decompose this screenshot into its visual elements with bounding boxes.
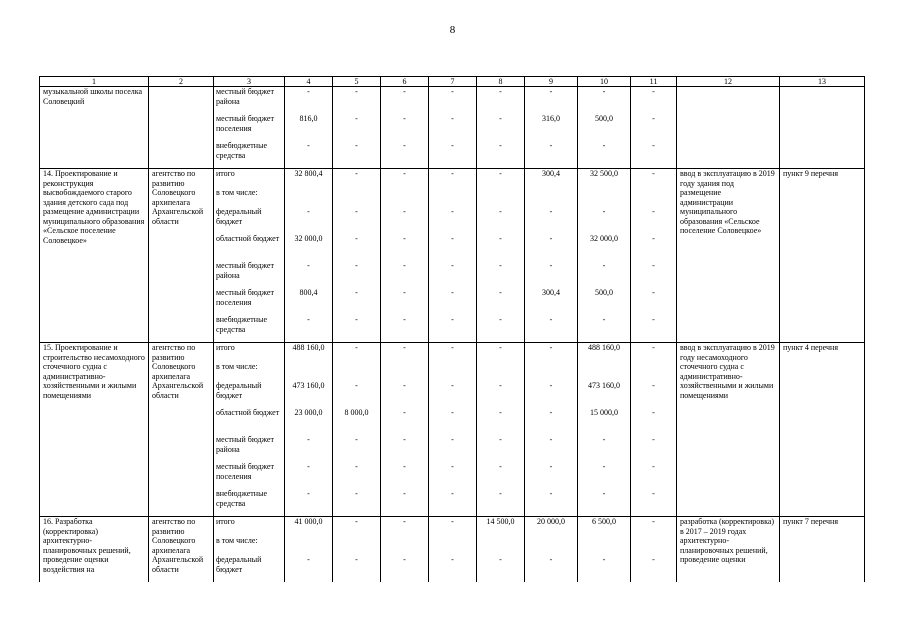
- table-row: [40, 87, 865, 115]
- column-number: 9: [525, 77, 578, 87]
- amount-cell: -: [578, 489, 631, 517]
- amount-cell: -: [631, 288, 677, 315]
- amount-cell: -: [525, 315, 578, 343]
- amount-cell: -: [525, 408, 578, 435]
- amount-cell: -: [333, 555, 381, 582]
- column-number: 8: [477, 77, 525, 87]
- list-reference: [780, 87, 865, 169]
- amount-cell: -: [477, 169, 525, 189]
- amount-cell: -: [525, 489, 578, 517]
- list-reference: пункт 9 перечня: [780, 169, 865, 343]
- amount-cell: [285, 536, 333, 555]
- amount-cell: 32 800,4: [285, 169, 333, 189]
- amount-cell: -: [631, 315, 677, 343]
- amount-cell: -: [381, 141, 429, 169]
- amount-cell: -: [381, 288, 429, 315]
- amount-cell: -: [429, 435, 477, 462]
- funding-source: федеральный бюджет: [214, 555, 285, 582]
- amount-cell: [631, 188, 677, 207]
- amount-cell: -: [631, 381, 677, 408]
- funding-source: федеральный бюджет: [214, 207, 285, 234]
- amount-cell: -: [631, 234, 677, 261]
- amount-cell: -: [631, 435, 677, 462]
- amount-cell: -: [333, 261, 381, 288]
- amount-cell: -: [525, 381, 578, 408]
- funding-source: областной бюджет: [214, 234, 285, 261]
- amount-cell: 500,0: [578, 288, 631, 315]
- amount-cell: [578, 536, 631, 555]
- funding-source: местный бюджет района: [214, 435, 285, 462]
- amount-cell: -: [285, 87, 333, 115]
- amount-cell: -: [333, 141, 381, 169]
- funding-source: в том числе:: [214, 188, 285, 207]
- amount-cell: -: [429, 87, 477, 115]
- amount-cell: [333, 536, 381, 555]
- expected-result: ввод в эксплуатацию в 2019 году несамоходного сточечного судна с административно-хозяйственными и жилыми помещениями: [677, 343, 780, 517]
- column-number: 13: [780, 77, 865, 87]
- amount-cell: -: [429, 207, 477, 234]
- amount-cell: [429, 188, 477, 207]
- amount-cell: -: [477, 207, 525, 234]
- amount-cell: -: [381, 381, 429, 408]
- budget-table: [39, 76, 865, 582]
- amount-cell: 14 500,0: [477, 517, 525, 537]
- amount-cell: [477, 188, 525, 207]
- amount-cell: -: [477, 408, 525, 435]
- amount-cell: -: [285, 462, 333, 489]
- amount-cell: -: [285, 555, 333, 582]
- object-name: 16. Разработка (корректировка) архитектурно-планировочных решений, проведение оценки воздействия на: [40, 517, 149, 583]
- amount-cell: 473 160,0: [285, 381, 333, 408]
- amount-cell: -: [525, 87, 578, 115]
- amount-cell: -: [525, 555, 578, 582]
- object-name: 14. Проектирование и реконструкция высвобождаемого старого здания детского сада под размещение администрации муниципального образования «Сельское поселение Соловецкое»: [40, 169, 149, 343]
- funding-source: внебюджетные средства: [214, 315, 285, 343]
- amount-cell: -: [631, 462, 677, 489]
- amount-cell: -: [631, 408, 677, 435]
- amount-cell: 488 160,0: [285, 343, 333, 363]
- amount-cell: -: [578, 87, 631, 115]
- amount-cell: -: [525, 343, 578, 363]
- amount-cell: -: [381, 517, 429, 537]
- responsible-agency: агентство по развитию Соловецкого архипелага Архангельской области: [149, 517, 214, 583]
- amount-cell: -: [429, 489, 477, 517]
- amount-cell: -: [429, 315, 477, 343]
- amount-cell: -: [631, 169, 677, 189]
- amount-cell: [285, 188, 333, 207]
- expected-result: разработка (корректировка) в 2017 – 2019 годах архитектурно-планировочных решений, проведение оценки: [677, 517, 780, 583]
- funding-source: областной бюджет: [214, 408, 285, 435]
- amount-cell: -: [333, 169, 381, 189]
- amount-cell: -: [631, 489, 677, 517]
- expected-result: [677, 87, 780, 169]
- amount-cell: -: [477, 435, 525, 462]
- amount-cell: [578, 362, 631, 381]
- amount-cell: -: [429, 261, 477, 288]
- list-reference: пункт 7 перечня: [780, 517, 865, 583]
- funding-source: местный бюджет района: [214, 261, 285, 288]
- amount-cell: [429, 536, 477, 555]
- column-number: 10: [578, 77, 631, 87]
- funding-source: федеральный бюджет: [214, 381, 285, 408]
- amount-cell: -: [429, 288, 477, 315]
- funding-source: внебюджетные средства: [214, 489, 285, 517]
- amount-cell: 300,4: [525, 288, 578, 315]
- header-row: [40, 77, 865, 87]
- amount-cell: -: [285, 261, 333, 288]
- amount-cell: -: [333, 315, 381, 343]
- funding-source: в том числе:: [214, 362, 285, 381]
- amount-cell: -: [285, 315, 333, 343]
- amount-cell: 20 000,0: [525, 517, 578, 537]
- amount-cell: -: [631, 207, 677, 234]
- table-row: [40, 343, 865, 363]
- page-number: 8: [449, 24, 456, 36]
- amount-cell: -: [477, 87, 525, 115]
- amount-cell: -: [631, 555, 677, 582]
- amount-cell: -: [525, 207, 578, 234]
- amount-cell: -: [381, 489, 429, 517]
- amount-cell: 316,0: [525, 114, 578, 141]
- column-number: 5: [333, 77, 381, 87]
- amount-cell: -: [381, 315, 429, 343]
- amount-cell: -: [429, 462, 477, 489]
- amount-cell: -: [381, 234, 429, 261]
- amount-cell: -: [381, 169, 429, 189]
- amount-cell: -: [578, 435, 631, 462]
- amount-cell: [429, 362, 477, 381]
- amount-cell: -: [381, 87, 429, 115]
- amount-cell: [525, 536, 578, 555]
- amount-cell: 500,0: [578, 114, 631, 141]
- amount-cell: [285, 362, 333, 381]
- responsible-agency: агентство по развитию Соловецкого архипелага Архангельской области: [149, 169, 214, 343]
- amount-cell: -: [429, 141, 477, 169]
- amount-cell: -: [333, 462, 381, 489]
- amount-cell: 32 000,0: [285, 234, 333, 261]
- amount-cell: -: [333, 234, 381, 261]
- amount-cell: [477, 536, 525, 555]
- amount-cell: -: [285, 489, 333, 517]
- amount-cell: -: [381, 114, 429, 141]
- amount-cell: -: [631, 114, 677, 141]
- column-number: 2: [149, 77, 214, 87]
- column-number: 1: [40, 77, 149, 87]
- funding-source: итого: [214, 169, 285, 189]
- object-name: 15. Проектирование и строительство несамоходного сточечного судна с административно-хозяйственными и жилыми помещениями: [40, 343, 149, 517]
- funding-source: итого: [214, 343, 285, 363]
- amount-cell: 6 500,0: [578, 517, 631, 537]
- table-row: [40, 169, 865, 189]
- table-row: [40, 517, 865, 537]
- amount-cell: -: [477, 489, 525, 517]
- amount-cell: -: [631, 261, 677, 288]
- amount-cell: -: [525, 462, 578, 489]
- amount-cell: -: [578, 141, 631, 169]
- amount-cell: -: [631, 87, 677, 115]
- amount-cell: -: [578, 315, 631, 343]
- amount-cell: [631, 536, 677, 555]
- amount-cell: -: [477, 288, 525, 315]
- amount-cell: [381, 188, 429, 207]
- amount-cell: -: [333, 343, 381, 363]
- amount-cell: 8 000,0: [333, 408, 381, 435]
- amount-cell: -: [525, 234, 578, 261]
- amount-cell: -: [477, 114, 525, 141]
- amount-cell: [631, 362, 677, 381]
- column-number: 3: [214, 77, 285, 87]
- funding-source: в том числе:: [214, 536, 285, 555]
- amount-cell: -: [477, 315, 525, 343]
- amount-cell: -: [429, 381, 477, 408]
- amount-cell: -: [333, 489, 381, 517]
- amount-cell: -: [429, 555, 477, 582]
- amount-cell: 488 160,0: [578, 343, 631, 363]
- amount-cell: -: [525, 141, 578, 169]
- amount-cell: 15 000,0: [578, 408, 631, 435]
- amount-cell: -: [285, 435, 333, 462]
- amount-cell: -: [578, 207, 631, 234]
- amount-cell: -: [285, 207, 333, 234]
- amount-cell: -: [381, 343, 429, 363]
- amount-cell: -: [381, 207, 429, 234]
- amount-cell: -: [631, 517, 677, 537]
- amount-cell: 800,4: [285, 288, 333, 315]
- object-name: музыкальной школы поселка Соловецкий: [40, 87, 149, 169]
- funding-source: внебюджетные средства: [214, 141, 285, 169]
- amount-cell: -: [333, 87, 381, 115]
- amount-cell: 300,4: [525, 169, 578, 189]
- responsible-agency: агентство по развитию Соловецкого архипелага Архангельской области: [149, 343, 214, 517]
- amount-cell: [381, 362, 429, 381]
- column-number: 4: [285, 77, 333, 87]
- amount-cell: -: [525, 261, 578, 288]
- amount-cell: -: [578, 261, 631, 288]
- amount-cell: -: [578, 555, 631, 582]
- amount-cell: -: [631, 141, 677, 169]
- amount-cell: 32 500,0: [578, 169, 631, 189]
- amount-cell: -: [429, 517, 477, 537]
- list-reference: пункт 4 перечня: [780, 343, 865, 517]
- funding-source: местный бюджет района: [214, 87, 285, 115]
- amount-cell: -: [333, 517, 381, 537]
- amount-cell: -: [477, 462, 525, 489]
- amount-cell: -: [381, 462, 429, 489]
- amount-cell: 23 000,0: [285, 408, 333, 435]
- amount-cell: 41 000,0: [285, 517, 333, 537]
- amount-cell: -: [333, 381, 381, 408]
- amount-cell: -: [333, 435, 381, 462]
- amount-cell: -: [477, 555, 525, 582]
- amount-cell: -: [333, 288, 381, 315]
- amount-cell: [578, 188, 631, 207]
- amount-cell: -: [429, 114, 477, 141]
- amount-cell: 32 000,0: [578, 234, 631, 261]
- amount-cell: -: [381, 408, 429, 435]
- funding-source: местный бюджет поселения: [214, 114, 285, 141]
- amount-cell: -: [333, 114, 381, 141]
- amount-cell: -: [578, 462, 631, 489]
- responsible-agency: [149, 87, 214, 169]
- amount-cell: -: [381, 435, 429, 462]
- amount-cell: [333, 188, 381, 207]
- amount-cell: -: [285, 141, 333, 169]
- column-number: 7: [429, 77, 477, 87]
- amount-cell: -: [477, 234, 525, 261]
- amount-cell: [477, 362, 525, 381]
- amount-cell: [381, 536, 429, 555]
- amount-cell: -: [429, 169, 477, 189]
- amount-cell: [525, 188, 578, 207]
- column-number: 6: [381, 77, 429, 87]
- amount-cell: -: [333, 207, 381, 234]
- amount-cell: -: [477, 141, 525, 169]
- amount-cell: -: [429, 234, 477, 261]
- amount-cell: -: [525, 435, 578, 462]
- amount-cell: -: [477, 343, 525, 363]
- amount-cell: [333, 362, 381, 381]
- amount-cell: -: [381, 555, 429, 582]
- amount-cell: -: [429, 408, 477, 435]
- funding-source: местный бюджет поселения: [214, 462, 285, 489]
- expected-result: ввод в эксплуатацию в 2019 году здания под размещение администрации муниципального образования «Сельское поселение Соловецкое»: [677, 169, 780, 343]
- amount-cell: -: [477, 381, 525, 408]
- funding-source: местный бюджет поселения: [214, 288, 285, 315]
- amount-cell: [525, 362, 578, 381]
- amount-cell: 816,0: [285, 114, 333, 141]
- amount-cell: -: [631, 343, 677, 363]
- funding-source: итого: [214, 517, 285, 537]
- amount-cell: -: [477, 261, 525, 288]
- amount-cell: 473 160,0: [578, 381, 631, 408]
- amount-cell: -: [429, 343, 477, 363]
- column-number: 12: [677, 77, 780, 87]
- column-number: 11: [631, 77, 677, 87]
- amount-cell: -: [381, 261, 429, 288]
